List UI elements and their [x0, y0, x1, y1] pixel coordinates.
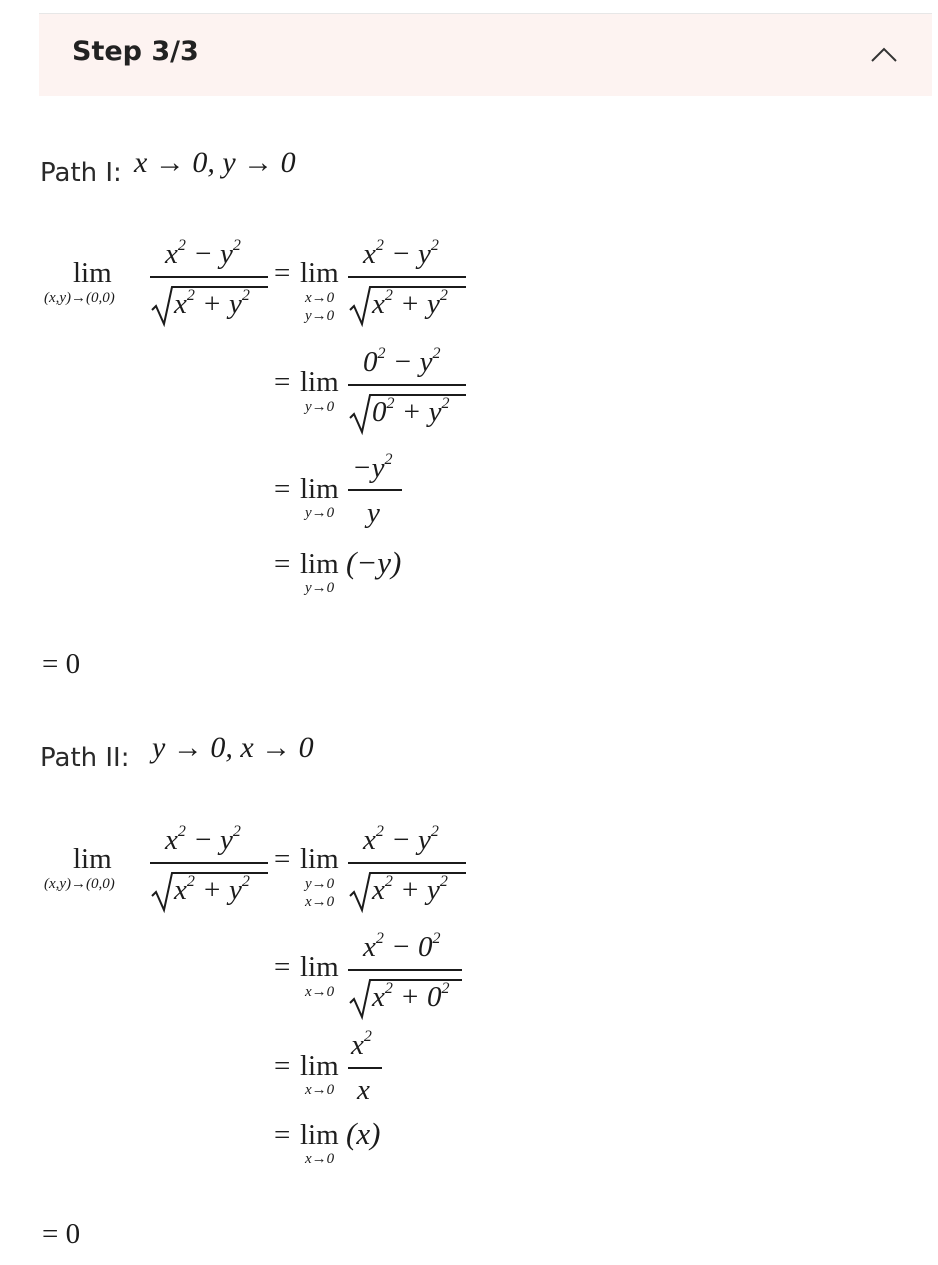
lim-word: lim: [300, 257, 339, 289]
lim-word: lim: [73, 257, 112, 289]
equals-sign: =: [274, 1119, 291, 1151]
lim-word: lim: [300, 843, 339, 875]
lim-subscript: (x,y)→(0,0): [44, 290, 115, 306]
fraction-bar: [150, 862, 268, 864]
lim-word: lim: [300, 1119, 339, 1151]
fraction-denominator: $x^2 + y^2$: [174, 287, 250, 320]
lim-subscript-x: x→0: [305, 1082, 335, 1098]
fraction-numerator: $x^2 - y^2$: [363, 823, 439, 856]
equals-sign: =: [274, 843, 291, 875]
fraction-numerator: $x^2 - y^2$: [363, 237, 439, 270]
lim-word: lim: [300, 548, 339, 580]
lim-subscript-x: x→0: [305, 894, 335, 910]
parenthesized-expression: (x): [346, 1116, 381, 1151]
lim-word: lim: [300, 951, 339, 983]
lim-subscript-y: y→0: [305, 399, 335, 415]
lim-word: lim: [73, 843, 112, 875]
equals-sign: =: [274, 366, 291, 398]
fraction-numerator: $x^2$: [351, 1028, 372, 1061]
fraction-denominator: $x^2 + 0^2$: [372, 980, 450, 1013]
fraction-bar: [348, 862, 466, 864]
step-header[interactable]: [39, 14, 932, 96]
chevron-up-icon[interactable]: [870, 44, 898, 64]
lim-word: lim: [300, 473, 339, 505]
lim-subscript-y: y→0: [305, 308, 335, 324]
fraction-bar: [348, 276, 466, 278]
fraction-denominator: y: [367, 497, 380, 529]
equals-sign: =: [274, 951, 291, 983]
fraction-denominator: $x^2 + y^2$: [372, 873, 448, 906]
path2-result: = 0: [42, 1218, 81, 1250]
fraction-bar: [348, 1067, 382, 1069]
path1-label: Path I:: [40, 158, 122, 188]
fraction-numerator: $-y^2$: [352, 451, 393, 484]
lim-subscript-y: y→0: [305, 876, 335, 892]
lim-word: lim: [300, 366, 339, 398]
equals-sign: =: [274, 257, 291, 289]
fraction-bar: [348, 969, 462, 971]
lim-word: lim: [300, 1050, 339, 1082]
fraction-denominator: x: [357, 1074, 370, 1106]
fraction-bar: [348, 384, 466, 386]
equals-sign: =: [274, 548, 291, 580]
lim-subscript-y: y→0: [305, 505, 335, 521]
lim-subscript-x: x→0: [305, 290, 335, 306]
equals-sign: =: [274, 473, 291, 505]
lim-subscript-x: x→0: [305, 1151, 335, 1167]
fraction-denominator: $x^2 + y^2$: [372, 287, 448, 320]
step-title: Step 3/3: [72, 36, 199, 67]
path1-result: = 0: [42, 648, 81, 680]
equals-sign: =: [274, 1050, 291, 1082]
lim-subscript-y: y→0: [305, 580, 335, 596]
path2-label: Path II:: [40, 743, 130, 773]
lim-subscript-x: x→0: [305, 984, 335, 1000]
parenthesized-expression: (−y): [346, 545, 402, 580]
fraction-denominator: $0^2 + y^2$: [372, 395, 450, 428]
fraction-numerator: $x^2 - y^2$: [165, 237, 241, 270]
lim-subscript: (x,y)→(0,0): [44, 876, 115, 892]
fraction-numerator: $0^2 - y^2$: [363, 345, 441, 378]
fraction-bar: [348, 489, 402, 491]
fraction-denominator: $x^2 + y^2$: [174, 873, 250, 906]
fraction-numerator: $x^2 - 0^2$: [363, 930, 441, 963]
path1-condition: x → 0, y → 0: [134, 146, 296, 179]
fraction-bar: [150, 276, 268, 278]
fraction-numerator: $x^2 - y^2$: [165, 823, 241, 856]
path2-condition: y → 0, x → 0: [152, 731, 314, 764]
